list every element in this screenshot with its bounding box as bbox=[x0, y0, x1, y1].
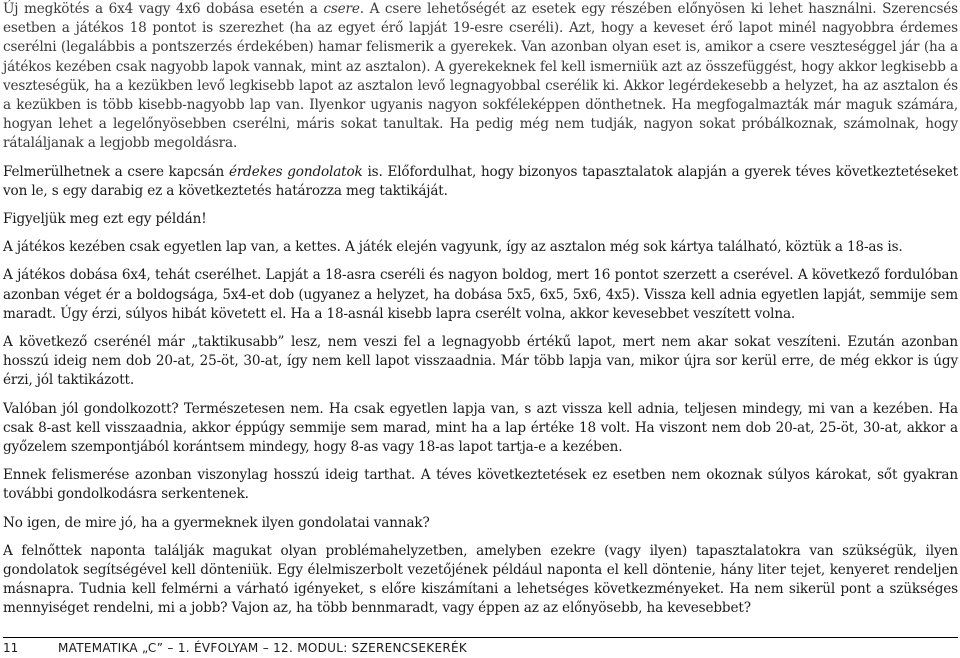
paragraph-question: No igen, de mire jó, ha a gyermeknek ilyen gondolatai vannak? bbox=[3, 514, 430, 531]
paragraph-thoughts bbox=[3, 163, 958, 201]
paragraph-reflection: Valóban jól gondolkozott? Természetesen nem. Ha csak egyetlen lapja van, s azt vissza kell adnia, teljesen mindegy, mi van a kezében. Ha csak 8-ast kell visszaadnia, akkor éppúgy semmije sem marad, mint ha a lap értéke 18 volt. Ha viszont nem dob 20-at, 25-öt, 30-at, akkor a győzelem szempontjából korántsem mindegy, hogy 8-as vagy 18-as lapot tartja-e a kezében. bbox=[3, 400, 958, 456]
page-number: 11 bbox=[3, 641, 19, 655]
paragraph-intro-start: Új megkötés a 6x4 vagy 4x6 dobása esetén a bbox=[3, 1, 324, 17]
document-body bbox=[3, 0, 958, 628]
paragraph-thoughts-start: Felmerülhetnek a csere kapcsán bbox=[3, 163, 229, 180]
paragraph-thoughts-end: is. Előfordulhat, hogy bizonyos tapasztalatok alapján a gyerek téves következtetéseket von le, s egy darabig ez a következtetés határozza meg taktikáját. bbox=[3, 163, 958, 199]
paragraph-adults: A felnőttek naponta találják magukat olyan problémahelyzetben, amelyben ezekre (vagy ilyen) tapasztalatokra van szükségük, ilyen gondolatok segítségével kell dönteniük. Egy élelmiszerbolt vezetőjének például naponta el kell döntenie, hány liter tejet, kenyeret rendeljen másnapra. Tudnia kell felmérni a várható igényeket, s előre kiszámítani a lehetséges következményeket. Ha nem sikerül pont a szükséges mennyiséget rendelni, mi a jobb? Vajon az, ha több bennmaradt, vagy éppen az az előnyösebb, ha kevesebbet? bbox=[3, 542, 958, 617]
paragraph-thoughts-emphasis: érdekes gondolatok bbox=[228, 163, 363, 180]
paragraph-recognition: Ennek felismerése azonban viszonylag hosszú ideig tarthat. A téves következtetések ez esetben nem okoznak súlyos károkat, sőt gyakran további gondolkodásra serkentenek. bbox=[3, 467, 958, 503]
paragraph-next-swap: A következő cserénél már „taktikusabb” lesz, nem veszi fel a legnagyobb értékű lapot, mert nem akar sokat veszíteni. Ezután azonban hosszú ideig nem dob 20-at, 25-öt, 30-at, így nem kell lapot visszaadnia. Már több lapja van, mikor újra sor kerül erre, de még ekkor is úgy érzi, jól taktikázott. bbox=[3, 334, 958, 389]
paragraph-intro-emphasis: csere bbox=[323, 1, 360, 17]
paragraph-hand: A játékos kezében csak egyetlen lap van, a kettes. A játék elején vagyunk, így az asztalon még sok kártya található, köztük a 18-as is. bbox=[3, 239, 903, 256]
paragraph-example-intro: Figyeljük meg ezt egy példán! bbox=[3, 211, 207, 228]
paragraph-intro-end: . A csere lehetőségét az esetek egy részében előnyösen ki lehet használni. Szerencsés esetben a játékos 18 pontot is szerezhet (ha az egyet érő lapját 19-esre cseréli). Azt, hogy a keveset érő lapot minél nagyobbra érdemes cserélni (legalábbis a pontszerzés érdekében) hamar felismerik a gyerekek. Van azonban olyan eset is, amikor a csere veszteséggel jár (ha a játékos kezében csak nagyobb lapok vannak, mint az asztalon). A gyerekeknek fel kell ismerniük azt az összefüggést, hogy akkor legkisebb a veszteségük, ha a kezükben levő legkisebb lapot az asztalon levő legnagyobbal cserélik ki. Akkor legérdekesebb a helyzet, ha az asztalon és a kezükben is több kisebb-nagyobb lap van. Ilyenkor ugyanis nagyon sokféleképpen dönthetnek. Ha megfogalmazták már maguk számára, hogyan lehet a legelőnyösebben cserélni, máris sokat tanultak. Ha pedig még nem tudják, nagyon sokat próbálkoznak, számolnak, hogy rátaláljanak a legjobb megoldásra. bbox=[3, 1, 959, 152]
page-footer bbox=[3, 637, 958, 658]
running-title: MATEMATIKA „C” – 1. ÉVFOLYAM – 12. MODUL: SZERENCSEKERÉK bbox=[58, 641, 468, 655]
paragraph-roll: A játékos dobása 6x4, tehát cserélhet. Lapját a 18-asra cseréli és nagyon boldog, mert 16 pontot szerzett a cserével. A következő fordulóban azonban véget ér a boldogsága, 5x4-et dob (ugyanez a helyzet, ha dobása 5x5, 6x5, 5x6, 4x5). Vissza kell adnia egyetlen lapját, semmije sem maradt. Úgy érzi, súlyos hibát követett el. Ha a 18-asnál kisebb lapra cserélt volna, akkor kevesebbet veszített volna. bbox=[3, 267, 958, 322]
paragraph-intro bbox=[3, 0, 958, 154]
